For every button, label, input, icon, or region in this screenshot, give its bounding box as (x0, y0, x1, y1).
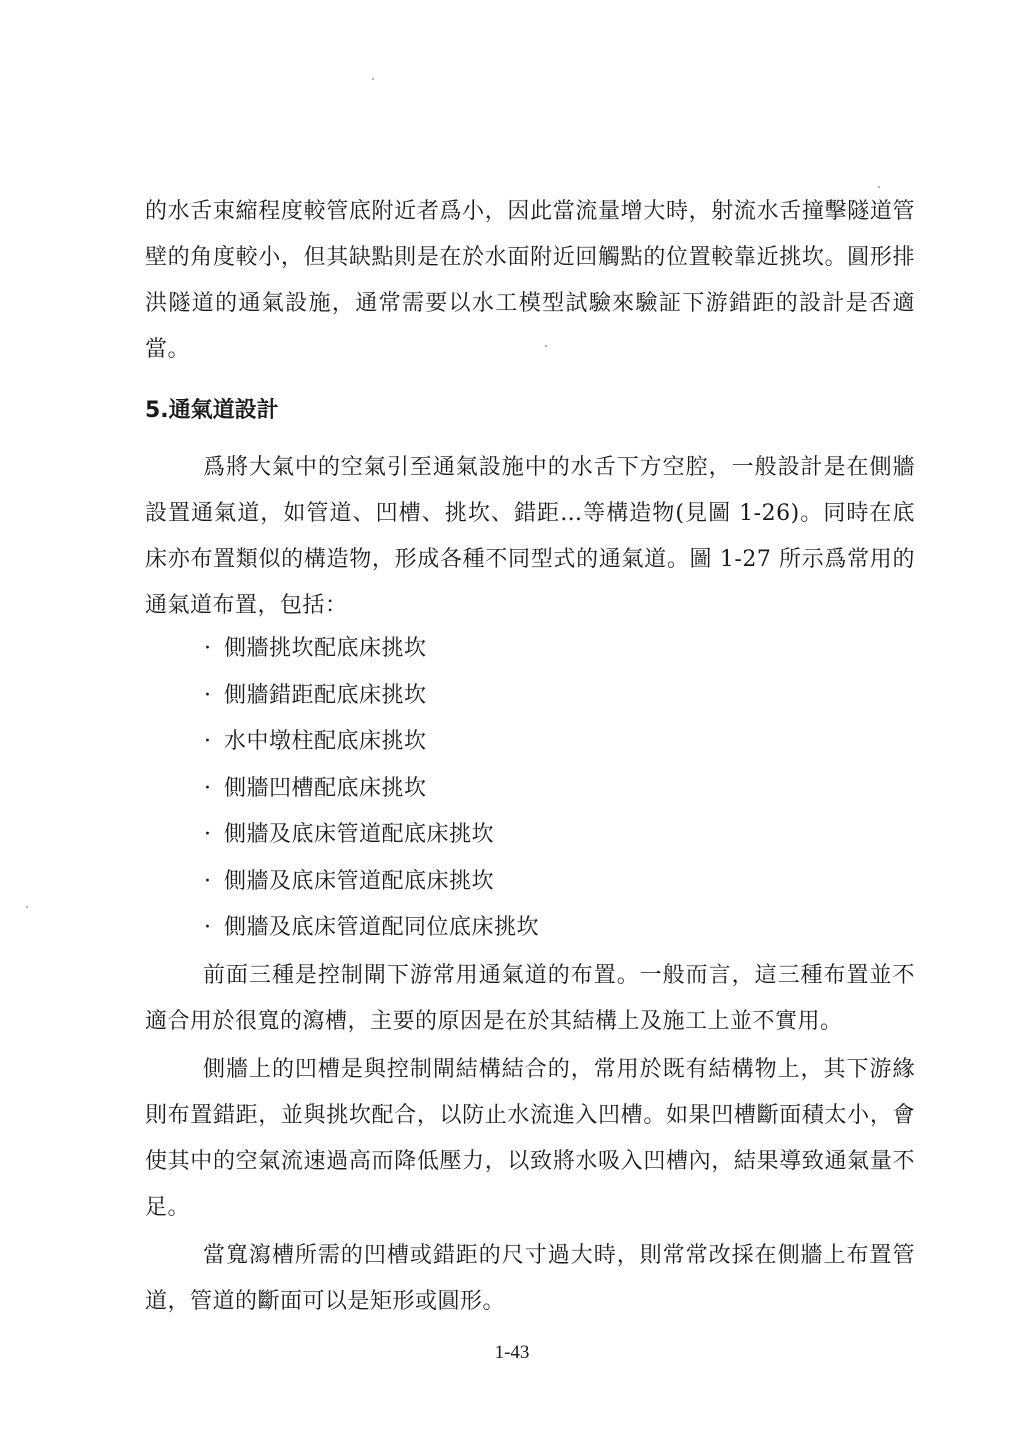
bullet-marker: · (204, 868, 212, 894)
list-item (204, 905, 539, 952)
list-item (204, 719, 539, 766)
paragraph-3: 側牆上的凹槽是與控制閘結構結合的，常用於既有結構物上，其下游緣則布置錯距，並與挑坎配合，以防止水流進入凹槽。如果凹槽斷面積太小，會使其中的空氣流速過高而降低壓力，以致將水吸入凹槽內，結果導致通氣量不足。 (145, 1057, 915, 1220)
list-item-text: 側牆凹槽配底床挑坎 (224, 775, 427, 801)
list-item (204, 626, 539, 673)
list-item-text: 側牆及底床管道配底床挑坎 (224, 868, 495, 894)
list-item-text: 側牆及底床管道配底床挑坎 (224, 822, 495, 847)
intro-paragraph-block (145, 189, 915, 373)
list-item-text: 水中墩柱配底床挑坎 (224, 729, 427, 754)
bullet-marker: · (204, 915, 212, 940)
paragraph-2: 前面三種是控制閘下游常用通氣道的布置。一般而言，這三種布置並不適合用於很寬的瀉槽，主要的原因是在於其結構上及施工上並不實用。 (145, 963, 915, 1034)
paragraph-1: 爲將大氣中的空氣引至通氣設施中的水舌下方空腔，一般設計是在側牆設置通氣道，如管道、凹槽、挑坎、錯距…等構造物(見圖 1-26)。同時在底床亦布置類似的構造物，形成各種不同型式的通氣道。圖 1-27 所示爲常用的通氣道布置，包括： (145, 455, 915, 618)
list-item (204, 766, 539, 813)
scan-speck (545, 345, 547, 347)
paragraph-4: 當寬瀉槽所需的凹槽或錯距的尺寸過大時，則常常改採在側牆上布置管道，管道的斷面可以是矩形或圓形。 (145, 1243, 915, 1314)
list-item (204, 812, 539, 859)
scan-speck (26, 906, 28, 908)
bullet-marker: · (204, 636, 212, 661)
ventilation-layout-list (204, 626, 539, 952)
bullet-marker: · (204, 682, 212, 708)
paragraph-4-block (145, 1233, 915, 1325)
list-item-text: 側牆挑坎配底床挑坎 (224, 636, 427, 661)
list-item-text: 側牆錯距配底床挑坎 (224, 682, 427, 708)
bullet-marker: · (204, 822, 212, 847)
scan-speck (372, 78, 374, 80)
section-heading: 5.通氣道設計 (145, 398, 279, 423)
page-number: 1-43 (494, 1342, 530, 1363)
paragraph-2-block (145, 953, 915, 1045)
list-item (204, 673, 539, 720)
list-item-text: 側牆及底床管道配同位底床挑坎 (224, 915, 540, 940)
bullet-marker: · (204, 775, 212, 801)
bullet-marker: · (204, 729, 212, 754)
scan-speck (878, 186, 880, 188)
list-item (204, 859, 539, 906)
intro-paragraph: 的水舌束縮程度較管底附近者爲小，因此當流量增大時，射流水舌撞擊隧道管壁的角度較小，但其缺點則是在於水面附近回觸點的位置較靠近挑坎。圓形排洪隧道的通氣設施，通常需要以水工模型試驗來驗証下游錯距的設計是否適當。 (145, 199, 915, 362)
paragraph-1-block (145, 445, 915, 629)
paragraph-3-block (145, 1047, 915, 1231)
